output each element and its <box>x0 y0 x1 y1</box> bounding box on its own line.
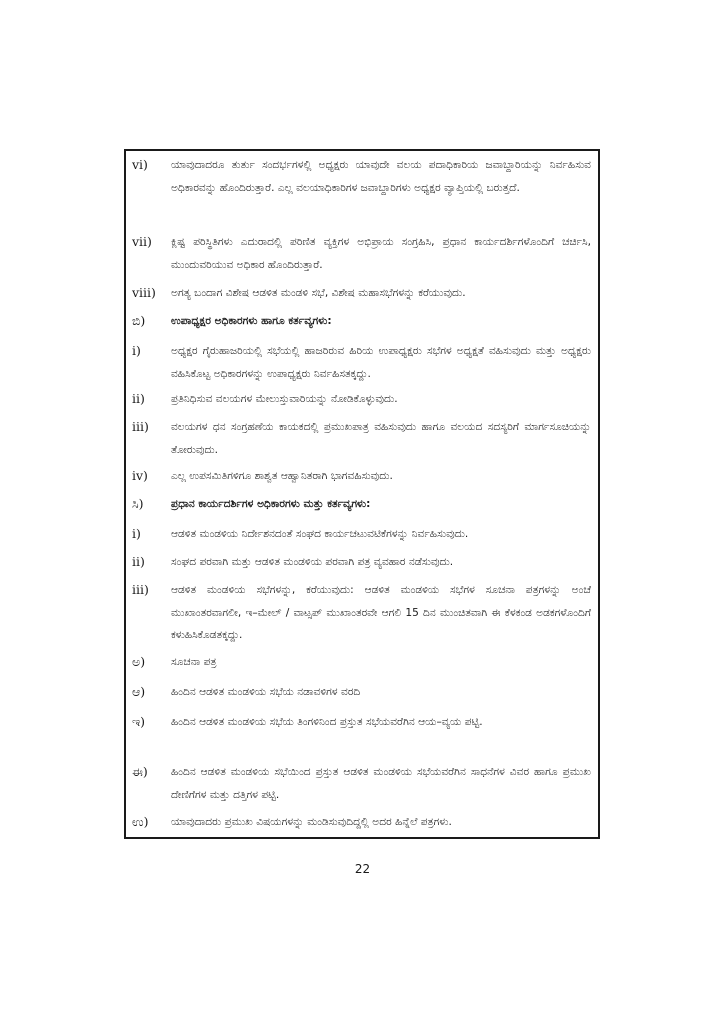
item-text: ಕ್ಲಿಷ್ಟ ಪರಿಸ್ಥಿತಿಗಳು ಎದುರಾದಲ್ಲಿ ಪರಿಣಿತ ವ್ಯಕ್ತಿಗಳ ಅಭಿಪ್ರಾಯ ಸಂಗ್ರಹಿಸಿ, ಪ್ರಧಾನ ಕಾರ್ಯದರ್ಶಿಗಳೊಂದಿಗೆ ಚರ್ಚಿಸಿ, ಮುಂದುವರಿಯುವ ಅಧಿಕಾರ ಹೊಂದಿರುತ್ತಾರೆ. <box>171 236 591 271</box>
item-text: ಹಿಂದಿನ ಆಡಳಿತ ಮಂಡಳಿಯ ಸಭೆಯ ನಡಾವಳಿಗಳ ವರದಿ <box>171 686 361 698</box>
item-label: ಆ) <box>132 684 146 699</box>
item-text: ಪ್ರತಿನಿಧಿಸುವ ವಲಯಗಳ ಮೇಲುಸ್ತುವಾರಿಯನ್ನು ನೋಡಿಕೊಳ್ಳುವುದು. <box>171 393 398 405</box>
item-label: ಅ) <box>132 654 146 669</box>
item-label: vii) <box>132 234 152 249</box>
section-label: ಸಿ) <box>132 496 144 511</box>
item-text: ಸೂಚನಾ ಪತ್ರ <box>171 656 217 668</box>
item-label: ಇ) <box>132 714 146 729</box>
item-label: i) <box>132 343 141 358</box>
item-label: ಈ) <box>132 764 148 779</box>
document-frame <box>124 149 600 839</box>
item-text: ಹಿಂದಿನ ಆಡಳಿತ ಮಂಡಳಿಯ ಸಭೆಯಿಂದ ಪ್ರಸ್ತುತ ಆಡಳಿತ ಮಂಡಳಿಯ ಸಭೆಯವರೆಗಿನ ಸಾಧನೆಗಳ ವಿವರ ಹಾಗೂ ಪ್ರಮುಖ ದೇಣಿಗೆಗಳ ಮತ್ತು ದತ್ತಿಗಳ ಪಟ್ಟಿ. <box>171 766 591 801</box>
item-text: ಅಧ್ಯಕ್ಷರ ಗೈರುಹಾಜರಿಯಲ್ಲಿ ಸಭೆಯಲ್ಲಿ ಹಾಜರಿರುವ ಹಿರಿಯ ಉಪಾಧ್ಯಕ್ಷರು ಸಭೆಗಳ ಅಧ್ಯಕ್ಷತೆ ವಹಿಸುವುದು ಮತ್ತು ಅಧ್ಯಕ್ಷರು ವಹಿಸಿಕೊಟ್ಟ ಅಧಿಕಾರಗಳನ್ನು ಉಪಾಧ್ಯಕ್ಷರು ನಿರ್ವಹಿಸತಕ್ಕದ್ದು. <box>171 345 591 380</box>
item-label: ii) <box>132 391 145 406</box>
item-label: viii) <box>132 285 156 300</box>
item-label: iii) <box>132 582 149 597</box>
page-number: 22 <box>354 862 371 876</box>
item-text: ಹಿಂದಿನ ಆಡಳಿತ ಮಂಡಳಿಯ ಸಭೆಯ ತಿಂಗಳಿನಿಂದ ಪ್ರಸ್ತುತ ಸಭೆಯವರೆಗಿನ ಆಯ–ವ್ಯಯ ಪಟ್ಟಿ. <box>171 716 483 728</box>
item-text: ಅಗತ್ಯ ಬಂದಾಗ ವಿಶೇಷ ಆಡಳಿತ ಮಂಡಳಿ ಸಭೆ, ವಿಶೇಷ ಮಹಾಸಭೆಗಳನ್ನು ಕರೆಯುವುದು. <box>171 287 466 299</box>
item-label: iv) <box>132 468 148 483</box>
item-label: vi) <box>132 157 148 172</box>
section-label: ಬಿ) <box>132 313 146 328</box>
section-title: ಪ್ರಧಾನ ಕಾರ್ಯದರ್ಶಿಗಳ ಅಧಿಕಾರಗಳು ಮತ್ತು ಕರ್ತವ್ಯಗಳು: <box>171 498 371 510</box>
section-title: ಉಪಾಧ್ಯಕ್ಷರ ಅಧಿಕಾರಗಳು ಹಾಗೂ ಕರ್ತವ್ಯಗಳು: <box>171 315 332 327</box>
item-text: ಆಡಳಿತ ಮಂಡಳಿಯ ನಿರ್ದೇಶನದಂತೆ ಸಂಘದ ಕಾರ್ಯಚಟುವಟಿಕೆಗಳನ್ನು ನಿರ್ವಹಿಸುವುದು. <box>171 528 469 540</box>
item-label: ii) <box>132 554 145 569</box>
item-label: ಉ) <box>132 814 149 829</box>
item-text: ಸಂಘದ ಪರವಾಗಿ ಮತ್ತು ಆಡಳಿತ ಮಂಡಳಿಯ ಪರವಾಗಿ ಪತ್ರ ವ್ಯವಹಾರ ನಡೆಸುವುದು. <box>171 556 454 568</box>
item-text: ಎಲ್ಲ ಉಪಸಮಿತಿಗಳಿಗೂ ಶಾಶ್ವತ ಆಹ್ವಾನಿತರಾಗಿ ಭಾಗವಹಿಸುವುದು. <box>171 470 393 482</box>
item-label: iii) <box>132 419 149 434</box>
item-text: ವಲಯಗಳ ಧನ ಸಂಗ್ರಹಣೆಯ ಕಾಯಕದಲ್ಲಿ ಪ್ರಮುಖಪಾತ್ರ ವಹಿಸುವುದು ಹಾಗೂ ವಲಯದ ಸದಸ್ಯರಿಗೆ ಮಾರ್ಗಸೂಚಿಯನ್ನು ತೋರುವುದು. <box>171 421 591 456</box>
item-text: ಆಡಳಿತ ಮಂಡಳಿಯ ಸಭೆಗಳನ್ನು, ಕರೆಯುವುದು: ಆಡಳಿತ ಮಂಡಳಿಯ ಸಭೆಗಳ ಸೂಚನಾ ಪತ್ರಗಳನ್ನು ಅಂಚೆ ಮುಖಾಂತರವಾಗಲೀ, ಇ–ಮೇಲ್ / ವಾಟ್ಸಪ್ ಮುಖಾಂತರವೇ ಆಗಲಿ 15 ದಿನ ಮುಂಚಿತವಾಗಿ ಈ ಕೆಳಕಂಡ ಅಡಕಗಳೊಂದಿಗೆ ಕಳುಹಿಸಿಕೊಡತಕ್ಕದ್ದು. <box>171 584 591 641</box>
item-label: i) <box>132 526 141 541</box>
item-text: ಯಾವುದಾದರೂ ತುರ್ತು ಸಂದರ್ಭಗಳಲ್ಲಿ ಅಧ್ಯಕ್ಷರು ಯಾವುದೇ ವಲಯ ಪದಾಧಿಕಾರಿಯ ಜವಾಬ್ದಾರಿಯನ್ನು ನಿರ್ವಹಿಸುವ ಅಧಿಕಾರವನ್ನು ಹೊಂದಿರುತ್ತಾರೆ. ಎಲ್ಲ ವಲಯಾಧಿಕಾರಿಗಳ ಜವಾಬ್ದಾರಿಗಳು ಅಧ್ಯಕ್ಷರ ವ್ಯಾಪ್ತಿಯಲ್ಲಿ ಬರುತ್ತದೆ. <box>171 159 591 194</box>
item-text: ಯಾವುದಾದರು ಪ್ರಮುಖ ವಿಷಯಗಳನ್ನು ಮಂಡಿಸುವುದಿದ್ದಲ್ಲಿ ಅದರ ಹಿನ್ನೆಲೆ ಪತ್ರಗಳು. <box>171 816 452 828</box>
